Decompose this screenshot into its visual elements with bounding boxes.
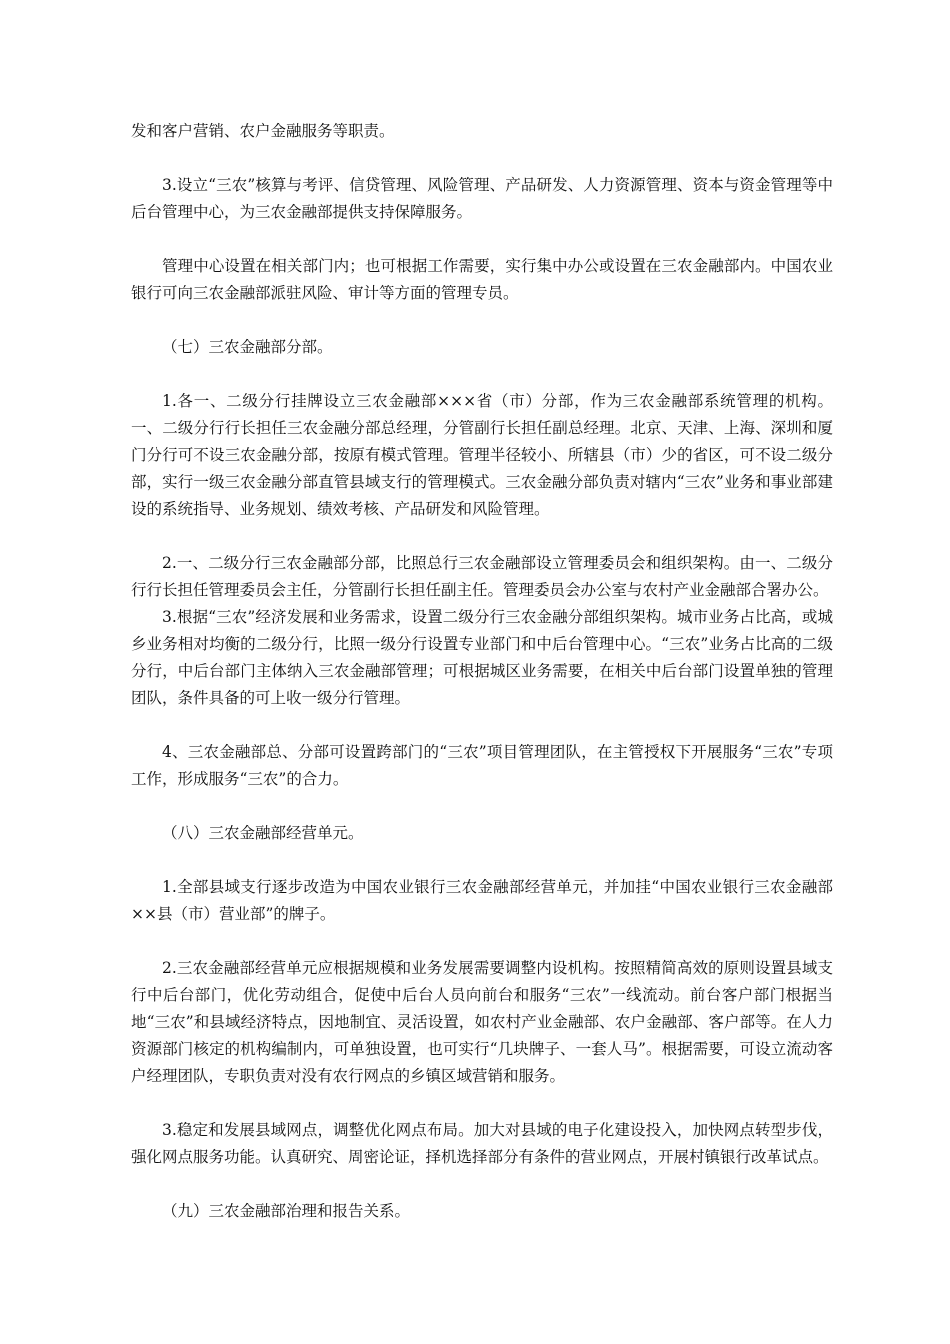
section-heading-8: （八）三农金融部经营单元。 bbox=[162, 824, 364, 842]
document-page bbox=[131, 118, 833, 1225]
section-heading-7: （七）三农金融部分部。 bbox=[162, 338, 333, 356]
paragraph-8-item-2: 2.三农金融部经营单元应根据规模和业务发展需要调整内设机构。按照精简高效的原则设置县域支行中后台部门，优化劳动组合，促使中后台人员向前台和服务“三农”一线流动。前台客户部门根据当地“三农”和县域经济特点，因地制宜、灵活设置，如农村产业金融部、农户金融部、客户部等。在人力资源部门核定的机构编制内，可单独设置，也可实行“几块牌子、一套人马”。根据需要，可设立流动客户经理团队，专职负责对没有农行网点的乡镇区域营销和服务。 bbox=[131, 959, 833, 1085]
section-heading-9: （九）三农金融部治理和报告关系。 bbox=[162, 1202, 411, 1220]
paragraph-7-item-3: 3.根据“三农”经济发展和业务需求，设置二级分行三农金融分部组织架构。城市业务占比高，或城乡业务相对均衡的二级分行，比照一级分行设置专业部门和中后台管理中心。“三农”业务占比高的二级分行，中后台部门主体纳入三农金融部管理；可根据城区业务需要，在相关中后台部门设置单独的管理团队，条件具备的可上收一级分行管理。 bbox=[131, 608, 833, 707]
paragraph-item-3-support-centers: 3.设立“三农”核算与考评、信贷管理、风险管理、产品研发、人力资源管理、资本与资金管理等中后台管理中心，为三农金融部提供支持保障服务。 bbox=[131, 176, 833, 221]
paragraph-8-item-1: 1.全部县域支行逐步改造为中国农业银行三农金融部经营单元，并加挂“中国农业银行三农金融部××县（市）营业部”的牌子。 bbox=[131, 878, 833, 923]
paragraph-7-item-2: 2.一、二级分行三农金融部分部，比照总行三农金融部设立管理委员会和组织架构。由一、二级分行行长担任管理委员会主任，分管副行长担任副主任。管理委员会办公室与农村产业金融部合署办公。 bbox=[131, 554, 833, 599]
paragraph-continuation: 发和客户营销、农户金融服务等职责。 bbox=[131, 122, 395, 140]
paragraph-management-centers: 管理中心设置在相关部门内；也可根据工作需要，实行集中办公或设置在三农金融部内。中国农业银行可向三农金融部派驻风险、审计等方面的管理专员。 bbox=[131, 257, 833, 302]
paragraph-7-item-1: 1.各一、二级分行挂牌设立三农金融部×××省（市）分部，作为三农金融部系统管理的机构。一、二级分行行长担任三农金融分部总经理，分管副行长担任副总经理。北京、天津、上海、深圳和厦门分行可不设三农金融分部，按原有模式管理。管理半径较小、所辖县（市）少的省区，可不设二级分部，实行一级三农金融分部直管县域支行的管理模式。三农金融分部负责对辖内“三农”业务和事业部建设的系统指导、业务规划、绩效考核、产品研发和风险管理。 bbox=[131, 392, 833, 518]
paragraph-8-item-3: 3.稳定和发展县域网点，调整优化网点布局。加大对县域的电子化建设投入，加快网点转型步伐，强化网点服务功能。认真研究、周密论证，择机选择部分有条件的营业网点，开展村镇银行改革试点。 bbox=[131, 1121, 833, 1166]
paragraph-7-item-4: 4、三农金融部总、分部可设置跨部门的“三农”项目管理团队，在主管授权下开展服务“三农”专项工作，形成服务“三农”的合力。 bbox=[131, 743, 833, 788]
